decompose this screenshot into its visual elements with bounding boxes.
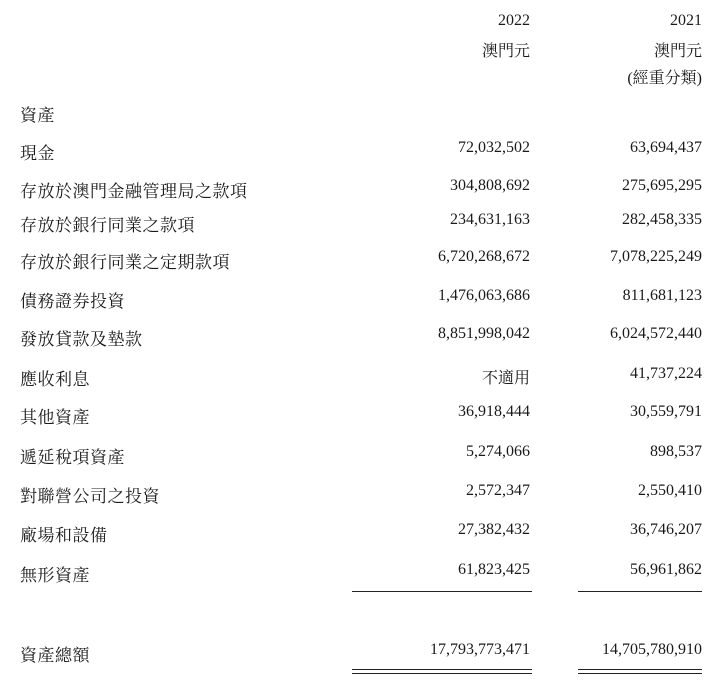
row-label: 應收利息 — [20, 370, 90, 390]
total-row — [0, 641, 716, 671]
col-2021-year: 2021 — [670, 12, 702, 29]
table-row — [0, 403, 716, 433]
value-2021: 30,559,791 — [630, 403, 702, 420]
value-2021: 36,746,207 — [630, 521, 702, 538]
value-2022: 234,631,163 — [450, 211, 530, 228]
row-label: 無形資產 — [20, 566, 90, 586]
table-row — [0, 248, 716, 278]
section-title: 資產 — [20, 106, 55, 126]
value-2021: 275,695,295 — [622, 177, 702, 194]
value-2022: 5,274,066 — [466, 443, 530, 460]
table-row — [0, 365, 716, 395]
total-label: 資產總額 — [20, 646, 90, 666]
row-label: 發放貸款及墊款 — [20, 330, 143, 350]
table-row — [0, 443, 716, 473]
value-2022: 304,808,692 — [450, 177, 530, 194]
value-2022: 不適用 — [481, 370, 530, 387]
table-row — [0, 561, 716, 591]
value-2021: 898,537 — [650, 443, 702, 460]
table-row — [0, 211, 716, 241]
value-2021: 56,961,862 — [630, 561, 702, 578]
row-label: 對聯營公司之投資 — [20, 487, 160, 507]
table-row — [0, 325, 716, 355]
table-row — [0, 482, 716, 512]
row-label: 存放於澳門金融管理局之款項 — [20, 182, 248, 202]
value-2022: 27,382,432 — [458, 521, 530, 538]
value-2021: 7,078,225,249 — [610, 248, 702, 265]
row-label: 廠場和設備 — [20, 526, 108, 546]
total-2021: 14,705,780,910 — [602, 641, 702, 658]
row-label: 債務證券投資 — [20, 292, 125, 312]
row-label: 存放於銀行同業之定期款項 — [20, 253, 230, 273]
table-row — [0, 521, 716, 551]
row-label: 存放於銀行同業之款項 — [20, 216, 195, 236]
table-row — [0, 177, 716, 207]
total-double-rule-2021 — [578, 669, 702, 674]
value-2022: 6,720,268,672 — [438, 248, 530, 265]
value-2021: 2,550,410 — [638, 482, 702, 499]
row-label: 現金 — [20, 144, 55, 164]
table-row — [0, 139, 716, 169]
value-2021: 41,737,224 — [630, 365, 702, 382]
col-2021-note: (經重分類) — [627, 70, 702, 87]
table-row — [0, 287, 716, 317]
col-2021-currency: 澳門元 — [653, 43, 702, 60]
col-2022-year: 2022 — [498, 12, 530, 29]
value-2022: 72,032,502 — [458, 139, 530, 156]
value-2022: 1,476,063,686 — [438, 287, 530, 304]
value-2022: 8,851,998,042 — [438, 325, 530, 342]
value-2022: 2,572,347 — [466, 482, 530, 499]
row-label: 其他資產 — [20, 408, 90, 428]
value-2021: 6,024,572,440 — [610, 325, 702, 342]
subtotal-rule-2021 — [578, 591, 702, 592]
row-label: 遞延稅項資產 — [20, 448, 125, 468]
value-2021: 282,458,335 — [622, 211, 702, 228]
col-2022-currency: 澳門元 — [481, 43, 530, 60]
value-2022: 36,918,444 — [458, 403, 530, 420]
value-2021: 811,681,123 — [622, 287, 702, 304]
total-2022: 17,793,773,471 — [430, 641, 530, 658]
subtotal-rule-2022 — [352, 591, 532, 592]
total-double-rule-2022 — [352, 669, 532, 674]
value-2021: 63,694,437 — [630, 139, 702, 156]
value-2022: 61,823,425 — [458, 561, 530, 578]
